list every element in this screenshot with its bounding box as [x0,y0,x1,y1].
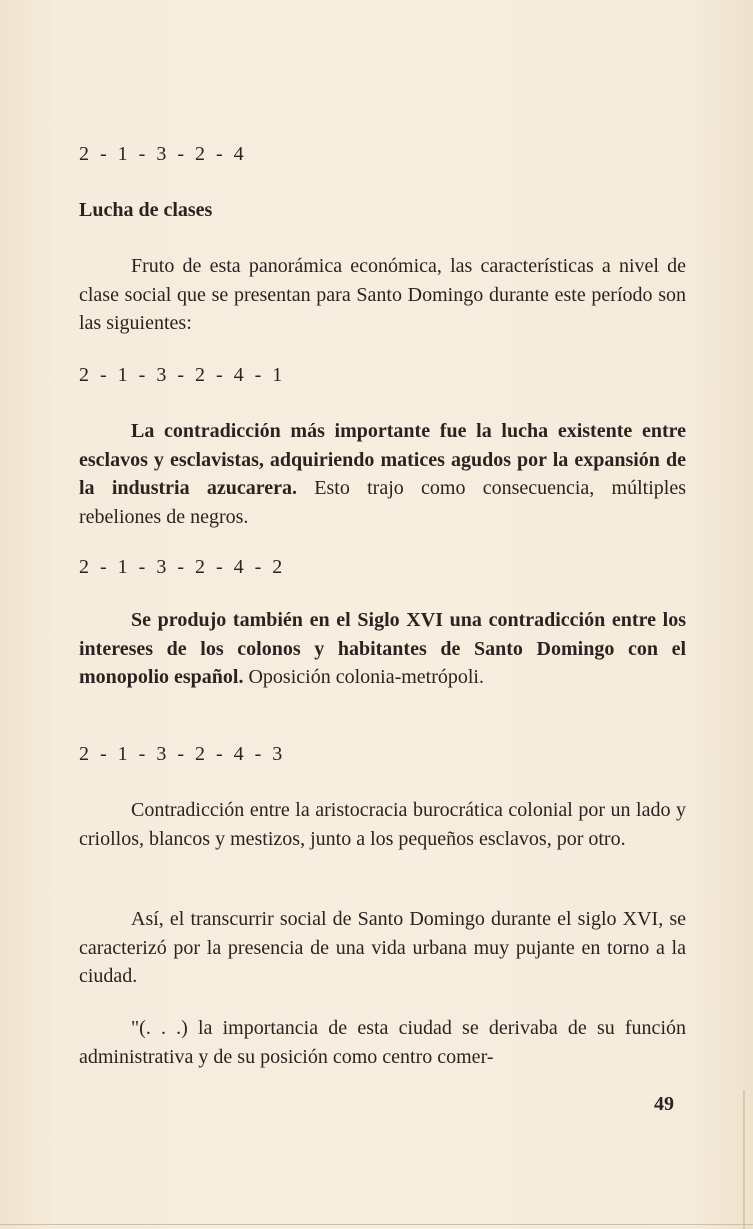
subsection-paragraph-1 [79,417,686,531]
quote-paragraph: "(. . .) la importancia de esta ciudad se derivaba de su función administrativa y de su posición como centro comer- [79,1017,686,1068]
page-bottom-edge [0,1224,753,1225]
intro-paragraph: Fruto de esta panorámica económica, las características a nivel de clase social que se presentan para Santo Domingo durante este período son las siguientes: [79,255,686,334]
subsection-paragraph-2 [79,606,686,692]
closing-paragraph: Así, el transcurrir social de Santo Domingo durante el siglo XVI, se caracterizó por la presencia de una vida urbana muy pujante en torno a la ciudad. [79,908,686,987]
page-number: 49 [654,1093,674,1115]
page-edge-shadow [743,1090,745,1229]
section-heading: Lucha de clases [79,199,213,221]
subsection-bold-text-1: La contradicción más importante fue la lucha existente entre esclavos y esclavistas, adquiriendo matices agudos por la expansión de la industria azucarera. [79,420,686,499]
subsection-number-1: 2 - 1 - 3 - 2 - 4 - 1 [79,364,286,386]
subsection-plain-text-1: Esto trajo como consecuencia, múltiples rebeliones de negros. [79,477,687,528]
subsection-number-3: 2 - 1 - 3 - 2 - 4 - 3 [79,743,286,765]
subsection-bold-text-2: Se produjo también en el Siglo XVI una contradicción entre los intereses de los colonos y habitantes de Santo Domingo con el monopolio español. [79,609,686,688]
subsection-number-2: 2 - 1 - 3 - 2 - 4 - 2 [79,556,286,578]
subsection-plain-text-2: Oposición colonia-metrópoli. [243,666,484,688]
subsection-paragraph-3: Contradicción entre la aristocracia burocrática colonial por un lado y criollos, blancos y mestizos, junto a los pequeños esclavos, por otro. [79,799,686,850]
section-number: 2 - 1 - 3 - 2 - 4 [79,143,247,165]
